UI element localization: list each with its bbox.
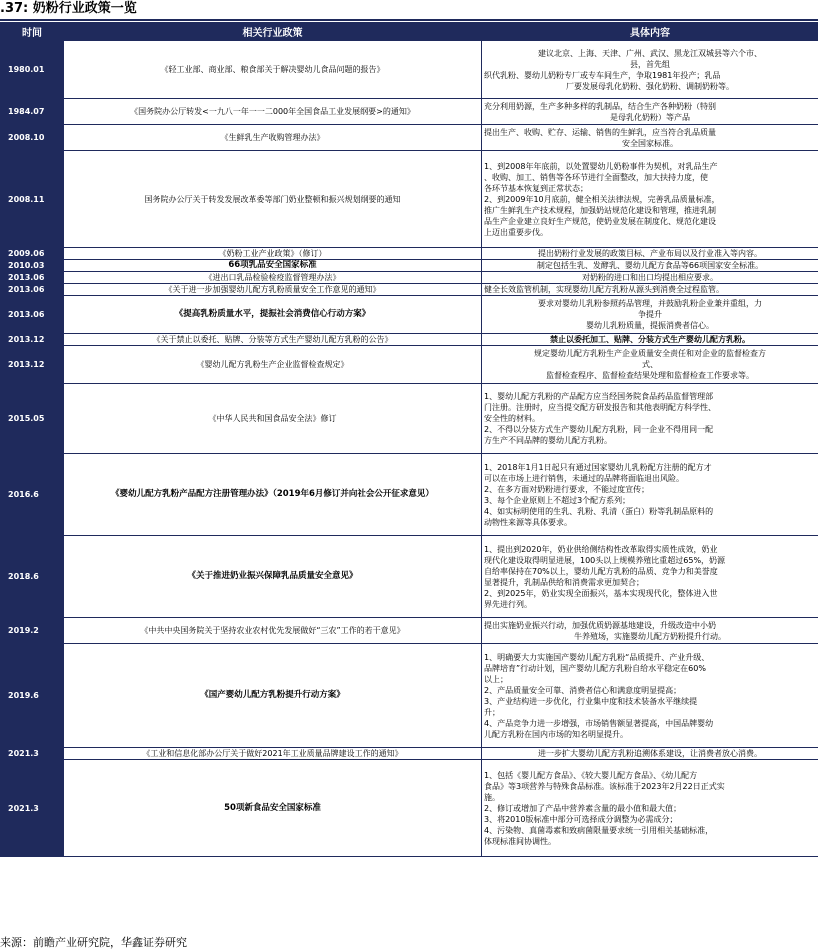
table-row	[1, 296, 818, 334]
row-date: 2013.06	[1, 296, 64, 334]
content-line: 式、	[642, 360, 658, 369]
table-row	[1, 125, 818, 151]
row-policy: 50项新食品安全国家标准	[64, 760, 482, 857]
content-line: 规定婴幼儿配方乳粉生产企业质量安全责任和对企业的监督检查方	[534, 349, 766, 358]
row-date: 1984.07	[1, 99, 64, 125]
row-content	[482, 284, 818, 296]
content-line: 3、每个企业原则上不超过3个配方系列；	[484, 495, 631, 505]
content-line: 、收购、加工、销售等各环节进行全面整改，加大扶持力度，使	[484, 172, 708, 182]
row-policy: 《关于禁止以委托、贴牌、分装等方式生产婴幼儿配方乳粉的公告》	[64, 334, 482, 346]
row-content	[482, 334, 818, 346]
content-line: 推广生鲜乳生产技术规程，加强奶站规范化建设和管理，推进乳制	[484, 205, 716, 215]
table-row	[1, 748, 818, 760]
content-line: 各环节基本恢复到正常状态；	[484, 183, 588, 193]
content-line: 是母乳化奶粉）等产品	[610, 112, 690, 122]
row-date: 2015.05	[1, 384, 64, 454]
row-date: 2013.06	[1, 284, 64, 296]
row-policy: 《关于进一步加强婴幼儿配方乳粉质量安全工作意见的通知》	[64, 284, 482, 296]
row-date: 2021.3	[1, 760, 64, 857]
row-content	[482, 125, 818, 151]
content-line: 争提升	[638, 310, 662, 319]
content-line: 食品》等3项营养与特殊食品标准。该标准于2023年2月22日正式实	[484, 781, 725, 791]
content-line: 厂要发展母乳化奶粉、强化奶粉、调制奶粉等。	[566, 81, 734, 91]
content-line: 提出奶粉行业发展的政策目标、产业布局以及行业准入等内容。	[538, 249, 762, 258]
content-line: 动物性来源等具体要求。	[484, 517, 572, 527]
row-policy: 国务院办公厅关于转发发展改革委等部门奶业整顿和振兴规划纲要的通知	[64, 151, 482, 248]
content-line: 制定包括生乳、发酵乳、婴幼儿配方食品等66项国家安全标准。	[536, 261, 764, 270]
row-content	[482, 151, 818, 248]
row-date: 2021.3	[1, 748, 64, 760]
table-row	[1, 260, 818, 272]
table-row	[1, 618, 818, 644]
policy-table	[0, 22, 818, 857]
content-line: 健全长效监管机制，实现婴幼儿配方乳粉从源头到消费全过程监管。	[484, 285, 724, 294]
table-title: .37: 奶粉行业政策一览	[0, 1, 137, 16]
content-line: 方生产不同品牌的婴幼儿配方乳粉。	[484, 436, 612, 445]
row-date: 2019.6	[1, 644, 64, 748]
row-policy: 《国产婴幼儿配方乳粉提升行动方案》	[64, 644, 482, 748]
row-date: 2018.6	[1, 536, 64, 618]
table-row	[1, 248, 818, 260]
row-date: 2013.12	[1, 346, 64, 384]
content-line: 县，首先组	[630, 59, 670, 69]
content-line: 安全国家标准。	[622, 138, 678, 148]
table-row	[1, 151, 818, 248]
row-date: 2019.2	[1, 618, 64, 644]
row-policy: 《进出口乳品检验检疫监督管理办法》	[64, 272, 482, 284]
row-policy: 《婴幼儿配方乳粉生产企业监督检查规定》	[64, 346, 482, 384]
header-date: 时间	[1, 23, 64, 41]
row-content	[482, 760, 818, 857]
content-line: 织代乳粉、婴幼儿奶粉专厂或专车间生产，争取1981年投产；乳品	[484, 70, 721, 80]
row-date: 1980.01	[1, 41, 64, 99]
content-line: 建议北京、上海、天津、广州、武汉、黑龙江双城县等六个市、	[538, 48, 762, 58]
content-line: 牛养殖场，实施婴幼儿配方奶粉提升行动。	[574, 631, 726, 641]
row-content	[482, 454, 818, 536]
table-row	[1, 454, 818, 536]
content-line: 2、修订或增加了产品中营养素含量的最小值和最大值；	[484, 803, 682, 813]
content-line: 4、如实标明使用的生乳、乳粉、乳清（蛋白）粉等乳制品原料的	[484, 506, 714, 516]
content-line: 禁止以委托加工、贴牌、分装方式生产婴幼儿配方乳粉。	[550, 335, 750, 344]
header-policy: 相关行业政策	[64, 23, 482, 41]
row-content	[482, 248, 818, 260]
row-date: 2008.11	[1, 151, 64, 248]
content-line: 3、产业结构进一步优化，行业集中度和技术装备水平继续提	[484, 696, 698, 706]
row-policy: 《关于推进奶业振兴保障乳品质量安全意见》	[64, 536, 482, 618]
table-header-row	[1, 23, 818, 41]
header-content: 具体内容	[482, 23, 818, 41]
row-date: 2016.6	[1, 454, 64, 536]
content-line: 自给率保持在70%以上，婴幼儿配方乳粉的品质、竞争力和美誉度	[484, 566, 718, 576]
content-line: 施。	[484, 792, 500, 802]
content-line: 3、将2010版标准中部分可选择成分调整为必需成分；	[484, 814, 678, 824]
content-line: 对奶粉的进口和出口均提出相应要求。	[582, 273, 718, 282]
row-content	[482, 41, 818, 99]
content-line: 1、到2008年年底前，以处置婴幼儿奶粉事件为契机，对乳品生产	[484, 161, 718, 171]
row-policy: 《生鲜乳生产收购管理办法》	[64, 125, 482, 151]
row-content	[482, 346, 818, 384]
row-content	[482, 384, 818, 454]
content-line: 1、明确要大力实施国产婴幼儿配方乳粉“品质提升、产业升级、	[484, 652, 710, 662]
content-line: 现代化建设取得明显进展，100头以上规模养殖比重超过65%，奶源	[484, 555, 726, 565]
table-row	[1, 272, 818, 284]
content-line: 1、提出到2020年，奶业供给侧结构性改革取得实质性成效，奶业	[484, 544, 718, 554]
content-line: 要求对婴幼儿乳粉参照药品管理，并鼓励乳粉企业兼并重组，力	[538, 299, 762, 308]
table-row	[1, 41, 818, 99]
row-policy: 《提高乳粉质量水平，提振社会消费信心行动方案》	[64, 296, 482, 334]
content-line: 品牌培育”行动计划，国产婴幼儿配方乳粉自给水平稳定在60%	[484, 663, 706, 673]
row-content	[482, 536, 818, 618]
content-line: 2、产品质量安全可靠、消费者信心和满意度明显提高；	[484, 685, 682, 695]
content-line: 体现标准间协调性。	[484, 836, 556, 846]
row-policy: 《婴幼儿配方乳粉产品配方注册管理办法》（2019年6月修订并向社会公开征求意见）	[64, 454, 482, 536]
row-content	[482, 99, 818, 125]
row-content	[482, 618, 818, 644]
content-line: 可以在市场上进行销售，未通过的品牌将面临退出风险。	[484, 473, 684, 483]
content-line: 品生产企业建立良好生产规范，使奶业发展在制度化、规范化建设	[484, 216, 716, 226]
content-line: 2、到2025年，奶业实现全面振兴，基本实现现代化，整体进入世	[484, 588, 718, 598]
content-line: 提出实施奶业振兴行动，加强优质奶源基地建设，升级改造中小奶	[484, 620, 716, 630]
table-row	[1, 644, 818, 748]
table-row	[1, 346, 818, 384]
row-policy: 《中共中央国务院关于坚持农业农村优先发展做好“三农”工作的若干意见》	[64, 618, 482, 644]
content-line: 界先进行列。	[484, 599, 532, 609]
row-policy: 《工业和信息化部办公厅关于做好2021年工业质量品牌建设工作的通知》	[64, 748, 482, 760]
row-policy: 《轻工业部、商业部、粮食部关于解决婴幼儿食品问题的报告》	[64, 41, 482, 99]
table-row	[1, 334, 818, 346]
table-row	[1, 99, 818, 125]
row-date: 2009.06	[1, 248, 64, 260]
content-line: 提出生产、收购、贮存、运输、销售的生鲜乳，应当符合乳品质量	[484, 127, 716, 137]
content-line: 监督检查程序、监督检查结果处理和监督检查工作要求等。	[546, 371, 754, 380]
row-content	[482, 748, 818, 760]
table-row	[1, 536, 818, 618]
content-line: 1、包括《婴儿配方食品》、《较大婴儿配方食品》、《幼儿配方	[484, 770, 698, 780]
table-row	[1, 284, 818, 296]
content-line: 充分利用奶源，生产多种多样的乳制品，结合生产各种奶粉（特别	[484, 101, 716, 111]
content-line: 以上；	[484, 674, 508, 684]
content-line: 显著提升，乳制品供给和消费需求更加契合；	[484, 577, 644, 587]
content-line: 安全性的材料。	[484, 414, 540, 423]
table-row	[1, 760, 818, 857]
row-date: 2013.12	[1, 334, 64, 346]
content-line: 2、不得以分装方式生产婴幼儿配方乳粉，同一企业不得用同一配	[484, 425, 714, 434]
row-policy: 《奶粉工业产业政策》（修订）	[64, 248, 482, 260]
content-line: 进一步扩大婴幼儿配方乳粉追溯体系建设，让消费者放心消费。	[538, 749, 762, 758]
content-line: 2、在多方面对奶粉进行要求，不能过度宣传；	[484, 484, 650, 494]
content-line: 升；	[484, 707, 500, 717]
source-note: 来源：前瞻产业研究院，华鑫证券研究	[0, 936, 187, 949]
title-divider	[0, 19, 818, 21]
table-row	[1, 384, 818, 454]
content-line: 1、婴幼儿配方乳粉的产品配方应当经国务院食品药品监督管理部	[484, 392, 714, 401]
content-line: 2、到2009年10月底前，健全相关法律法规，完善乳品质量标准，	[484, 194, 720, 204]
content-line: 婴幼儿乳粉质量，提振消费者信心。	[586, 321, 714, 330]
content-line: 门注册。注册时，应当提交配方研发报告和其他表明配方科学性、	[484, 403, 716, 412]
content-line: 1、2018年1月1日起只有通过国家婴幼儿乳粉配方注册的配方才	[484, 462, 712, 472]
row-date: 2008.10	[1, 125, 64, 151]
content-line: 上迈出重要步伐。	[484, 227, 548, 237]
row-content	[482, 644, 818, 748]
content-line: 儿配方乳粉在国内市场的知名明显提升。	[484, 729, 628, 739]
row-policy: 《国务院办公厅转发<一九八一年一一二000年全国食品工业发展纲要>的通知》	[64, 99, 482, 125]
row-policy: 66项乳品安全国家标准	[64, 260, 482, 272]
row-date: 2013.06	[1, 272, 64, 284]
row-content	[482, 260, 818, 272]
row-content	[482, 272, 818, 284]
content-line: 4、污染物、真菌毒素和致病菌限量要求统一引用相关基础标准，	[484, 825, 714, 835]
row-date: 2010.03	[1, 260, 64, 272]
row-content	[482, 296, 818, 334]
content-line: 4、产品竞争力进一步增强，市场销售额显著提高，中国品牌婴幼	[484, 718, 714, 728]
row-policy: 《中华人民共和国食品安全法》修订	[64, 384, 482, 454]
